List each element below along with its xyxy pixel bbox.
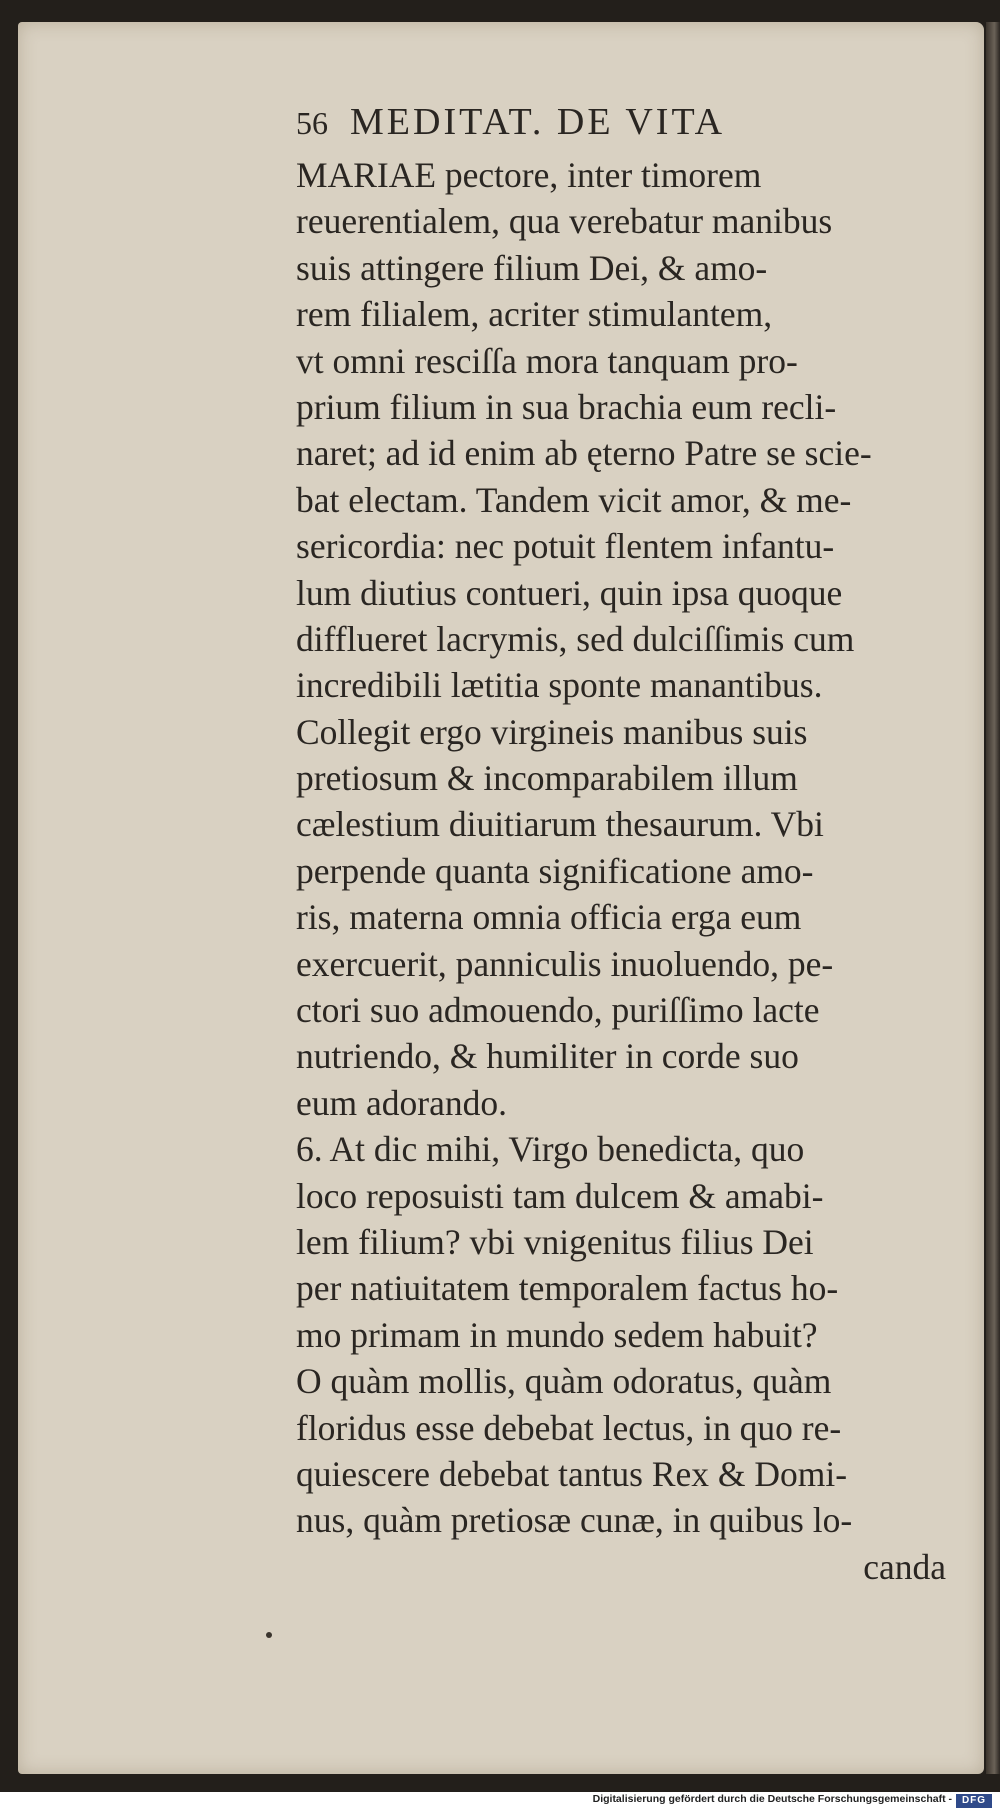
- text-line: quiescere debebat tantus Rex & Domi-: [296, 1453, 848, 1494]
- page-edge: [986, 22, 1000, 1774]
- text-line: cælestium diuitiarum thesaurum. Vbi: [296, 804, 824, 845]
- text-line: floridus esse debebat lectus, in quo re-: [296, 1407, 842, 1448]
- body-text: [296, 152, 956, 1544]
- text-line: vt omni resciſſa mora tanquam pro-: [296, 340, 798, 381]
- text-line: bat electam. Tandem vicit amor, & me-: [296, 479, 852, 520]
- text-line: naret; ad id enim ab ęterno Patre se scie-: [296, 433, 872, 474]
- text-line: nutriendo, & humiliter in corde suo: [296, 1036, 799, 1077]
- page-number: 56: [296, 105, 328, 141]
- text-line: lem filium? vbi vnigenitus filius Dei: [296, 1221, 814, 1262]
- text-line: mo primam in mundo sedem habuit?: [296, 1314, 818, 1355]
- text-line: incredibili lætitia sponte manantibus.: [296, 665, 823, 706]
- text-block: [296, 100, 956, 1590]
- text-line: sericordia: nec potuit flentem infantu-: [296, 526, 835, 567]
- text-line: per natiuitatem temporalem factus ho-: [296, 1268, 839, 1309]
- text-line: suis attingere filium Dei, & amo-: [296, 247, 768, 288]
- ink-speck: [266, 1632, 272, 1638]
- text-line: pretiosum & incomparabilem illum: [296, 758, 798, 799]
- text-line: difflueret lacrymis, sed dulciſſimis cum: [296, 618, 855, 659]
- dfg-logo-icon: DFG: [956, 1794, 992, 1808]
- text-line: perpende quanta significatione amo-: [296, 850, 814, 891]
- catchword: canda: [863, 1546, 946, 1587]
- text-line: exercuerit, panniculis inuoluendo, pe-: [296, 943, 834, 984]
- funding-credit: Digitalisierung gefördert durch die Deutsche Forschungsgemeinschaft -: [592, 1793, 952, 1805]
- text-line: nus, quàm pretiosæ cunæ, in quibus lo-: [296, 1500, 853, 1541]
- running-head: MEDITAT. DE VITA: [350, 101, 726, 143]
- text-line: MARIAE pectore, inter timorem: [296, 155, 762, 195]
- text-line: ris, materna omnia officia erga eum: [296, 897, 802, 938]
- text-line: ctori suo admouendo, puriſſimo lacte: [296, 990, 820, 1031]
- text-line: reuerentialem, qua verebatur manibus: [296, 201, 833, 242]
- text-line: loco reposuisti tam dulcem & amabi-: [296, 1175, 824, 1216]
- text-line: 6. At dic mihi, Virgo benedicta, quo: [296, 1129, 805, 1170]
- page-header: [296, 100, 956, 150]
- text-line: lum diutius contueri, quin ipsa quoque: [296, 572, 843, 613]
- text-line: prium filium in sua brachia eum recli-: [296, 386, 837, 427]
- text-line: eum adorando.: [296, 1082, 507, 1123]
- text-line: O quàm mollis, quàm odoratus, quàm: [296, 1361, 832, 1402]
- text-line: rem filialem, acriter stimulantem,: [296, 294, 773, 335]
- text-line: Collegit ergo virgineis manibus suis: [296, 711, 808, 752]
